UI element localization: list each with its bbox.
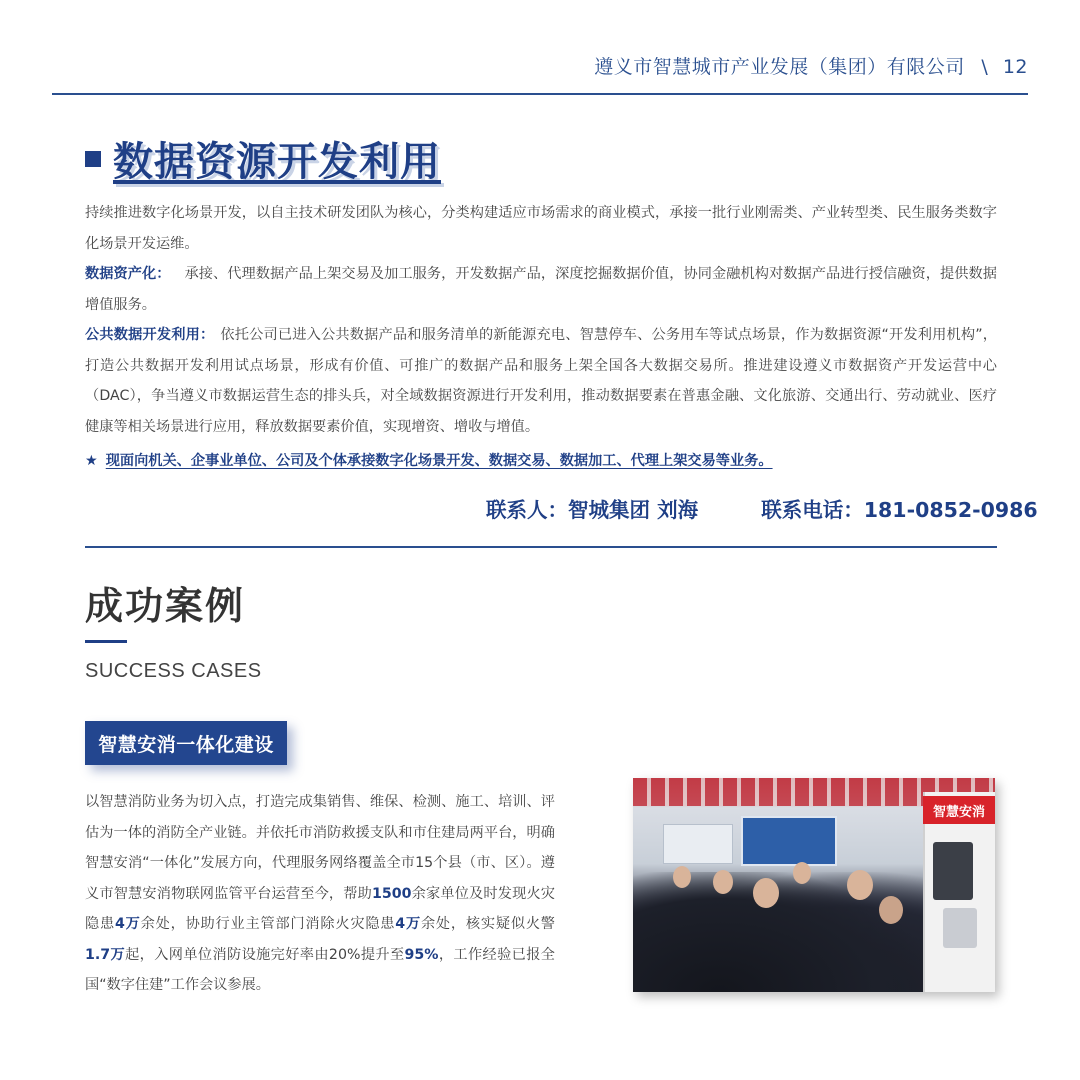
alarms-verified: 1.7万	[85, 946, 126, 963]
header-separator: \	[981, 56, 989, 78]
case-photo	[633, 778, 995, 992]
square-bullet-icon	[85, 151, 101, 167]
case-text-5: 起，入网单位消防设施完好率由20%提升至	[125, 946, 405, 963]
case-text-6: ，工作经验已报全国“数字住建”工作会议参展。	[85, 946, 555, 993]
contact-info	[486, 493, 1038, 523]
data-assetization-text: 承接、代理数据产品上架交易及加工服务，开发数据产品，深度挖掘数据价值，协同金融机构对数据产品进行授信融资，提供数据增值服务。	[85, 266, 997, 313]
facility-rate: 95%	[404, 946, 439, 963]
photo-person-head	[879, 896, 903, 924]
case-text-1: 以智慧消防业务为切入点，打造完成集销售、维保、检测、施工、培训、评估为一体的消防全产业链。并依托市消防救援支队和市住建局两平台，明确智慧安消“一体化”发展方向，代理服务网络覆盖全市15个县（市、区）。遵义市智慧安消物联网监管平台运营至今，帮助	[85, 794, 555, 902]
contact-phone: 联系电话：181-0852-0986	[761, 498, 1038, 522]
case-text-3: 余处，协助行业主管部门消除火灾隐患	[140, 916, 396, 932]
header-rule	[52, 93, 1028, 95]
data-assetization-label: 数据资产化：	[85, 266, 171, 282]
business-notice	[85, 450, 773, 470]
hazards-found: 4万	[114, 916, 141, 932]
public-data-label: 公共数据开发利用：	[85, 327, 215, 343]
section-divider	[85, 546, 997, 548]
cases-title-accent	[85, 640, 127, 643]
company-name: 遵义市智慧城市产业发展（集团）有限公司	[594, 56, 965, 78]
case-text-2: 余家单位及时发现火灾隐患	[85, 885, 555, 932]
star-icon: ★	[85, 453, 98, 469]
case-text-4: 余处，核实疑似火警	[420, 916, 555, 932]
cases-subtitle: SUCCESS CASES	[85, 660, 262, 682]
photo-device	[933, 842, 973, 900]
contact-person: 联系人：智城集团 刘海	[486, 498, 699, 522]
section-title: 数据资源开发利用	[113, 139, 441, 185]
page-number: 12	[1002, 56, 1028, 78]
photo-screen	[741, 816, 837, 866]
case-description	[85, 787, 555, 1001]
data-assetization-paragraph	[85, 259, 997, 320]
photo-person-head	[793, 862, 811, 884]
cases-title: 成功案例	[85, 584, 246, 628]
notice-text: 现面向机关、企事业单位、公司及个体承接数字化场景开发、数据交易、数据加工、代理上架交易等业务。	[105, 453, 773, 469]
photo-sign: 智慧安消	[923, 796, 995, 824]
page-header	[594, 52, 1028, 79]
public-data-text: 依托公司已进入公共数据产品和服务清单的新能源充电、智慧停车、公务用车等试点场景，作为数据资源“开发利用机构”，打造公共数据开发利用试点场景，形成有价值、可推广的数据产品和服务上架全国各大数据交易所。推进建设遵义市数据资产开发运营中心（DAC），争当遵义市数据运营生态的排头兵，对全域数据资源进行开发利用，推动数据要素在普惠金融、文化旅游、交通出行、劳动就业、医疗健康等相关场景进行应用，释放数据要素价值，实现增资、增收与增值。	[85, 327, 997, 435]
photo-person-head	[847, 870, 873, 900]
photo-display-board	[663, 824, 733, 864]
photo-person-head	[713, 870, 733, 894]
photo-person-head	[753, 878, 779, 908]
case-title-badge: 智慧安消一体化建设	[85, 721, 287, 765]
photo-person-head	[673, 866, 691, 888]
section-intro: 持续推进数字化场景开发，以自主技术研发团队为核心，分类构建适应市场需求的商业模式，承接一批行业刚需类、产业转型类、民生服务类数字化场景开发运维。	[85, 205, 997, 252]
hazards-eliminated: 4万	[395, 916, 421, 932]
public-data-paragraph	[85, 320, 997, 442]
photo-device-small	[943, 908, 977, 948]
units-count: 1500	[371, 885, 412, 902]
